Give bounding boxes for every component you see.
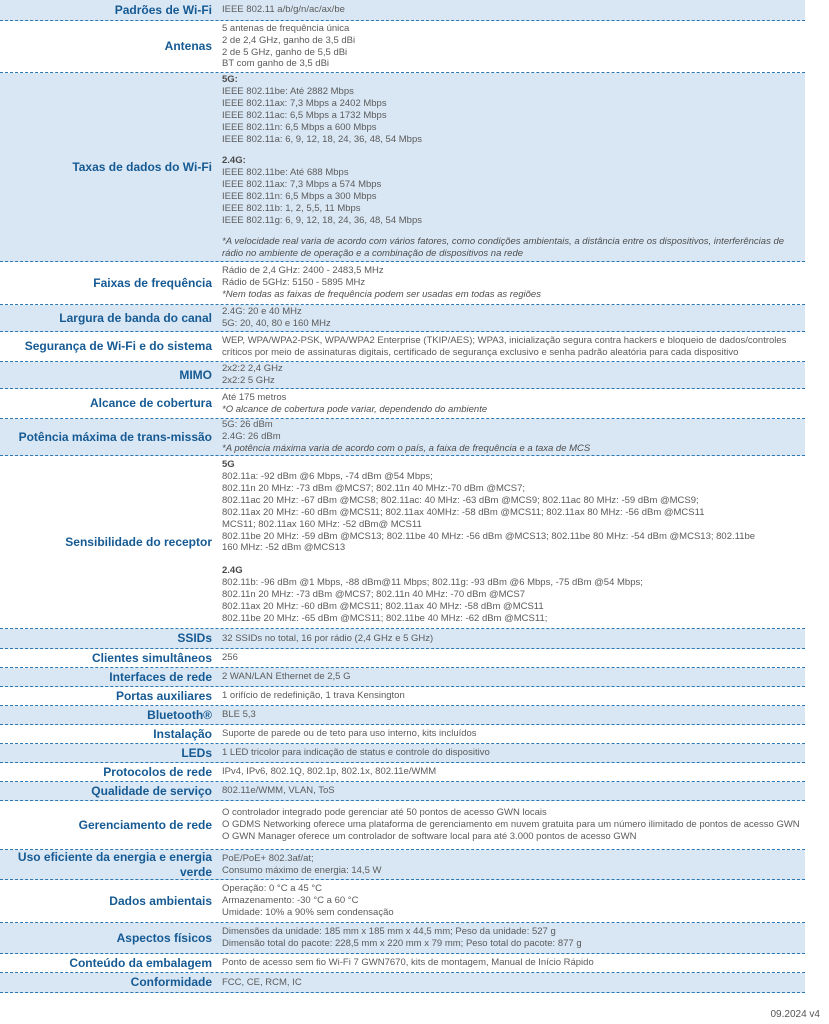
spec-value-line: 802.11n 20 MHz: -73 dBm @MCS7; 802.11n 40 MHz:-70 dBm @MCS7; xyxy=(222,482,526,494)
spec-value xyxy=(217,744,805,762)
spec-label: Bluetooth® xyxy=(147,707,212,722)
spec-value-line: 802.11be 20 MHz: -59 dBm @MCS13; 802.11be 40 MHz: -56 dBm @MCS13; 802.11be 80 MHz: -54 dBm @MCS13; 802.11be xyxy=(222,530,756,542)
spec-value-line: 802.11a: -92 dBm @6 Mbps, -74 dBm @54 Mbps; xyxy=(222,471,433,483)
spec-value-line: 5G: 20, 40, 80 e 160 MHz xyxy=(222,318,331,329)
spec-value-line: 2 de 2,4 GHz, ganho de 3,5 dBi xyxy=(222,34,356,46)
spec-value-line: Ponto de acesso sem fio Wi-Fi 7 GWN7670, kits de montagem, Manual de Início Rápido xyxy=(222,957,594,969)
spec-label: Instalação xyxy=(153,726,212,741)
spec-value-line: IEEE 802.11b: 1, 2, 5,5, 11 Mbps xyxy=(222,202,361,214)
spec-label: Faixas de frequência xyxy=(93,275,212,290)
spec-label: Gerenciamento de rede xyxy=(78,817,212,832)
spec-value-line: MCS11; 802.11ax 160 MHz: -52 dBm@ MCS11 xyxy=(222,518,422,530)
spec-value xyxy=(217,362,805,388)
spec-value-line: 2.4G: 20 e 40 MHz xyxy=(222,306,302,318)
spec-row xyxy=(0,21,805,73)
spec-value-line: IEEE 802.11 a/b/g/n/ac/ax/be xyxy=(222,4,345,16)
spec-value-line: 2x2:2 5 GHz xyxy=(222,375,275,386)
spec-row xyxy=(0,801,805,850)
spec-value-line: 5G xyxy=(222,459,235,471)
spec-row xyxy=(0,923,805,954)
spec-row xyxy=(0,305,805,332)
spec-row xyxy=(0,629,805,649)
spec-row xyxy=(0,0,805,21)
spec-value-line: 2x2:2 2,4 GHz xyxy=(222,363,283,375)
spec-label: Segurança de Wi-Fi e do sistema xyxy=(24,339,212,353)
spec-value-line: Suporte de parede ou de teto para uso interno, kits incluídos xyxy=(222,728,477,740)
spec-value xyxy=(217,954,805,972)
spec-label: Potência máxima de trans-missão xyxy=(18,429,212,444)
spec-label: MIMO xyxy=(179,367,212,382)
spec-value-line: *O alcance de cobertura pode variar, dependendo do ambiente xyxy=(222,403,488,415)
spec-value xyxy=(217,649,805,667)
spec-label: Conformidade xyxy=(130,975,212,989)
spec-label: Aspectos físicos xyxy=(116,930,212,945)
spec-label: Protocolos de rede xyxy=(103,764,212,779)
spec-row xyxy=(0,73,805,262)
spec-value-line: 256 xyxy=(222,652,238,664)
spec-label: Uso eficiente da energia e energia verde xyxy=(17,849,212,879)
spec-value-line: Operação: 0 °C a 45 °C xyxy=(222,883,323,895)
spec-value-line: Rádio de 5GHz: 5150 - 5895 MHz xyxy=(222,277,366,289)
spec-label: Portas auxiliares xyxy=(115,688,212,703)
spec-value-line: IEEE 802.11be: Até 2882 Mbps xyxy=(222,85,354,97)
spec-label: SSIDs xyxy=(177,631,212,645)
spec-label: Sensibilidade do receptor xyxy=(65,534,212,549)
spec-value xyxy=(217,389,805,418)
spec-value xyxy=(217,0,805,20)
spec-value-line: BLE 5,3 xyxy=(222,709,256,721)
spec-row xyxy=(0,782,805,801)
spec-value-line: IPv4, IPv6, 802.1Q, 802.1p, 802.1x, 802.11e/WMM xyxy=(222,766,437,778)
spec-value-line: IEEE 802.11ax: 7,3 Mbps a 2402 Mbps xyxy=(222,97,387,109)
spec-value-line: Consumo máximo de energia: 14,5 W xyxy=(222,864,382,876)
spec-value xyxy=(217,21,805,72)
spec-value-line: 32 SSIDs no total, 16 por rádio (2,4 GHz e 5 GHz) xyxy=(222,632,434,644)
spec-value xyxy=(217,763,805,781)
spec-value-line: 2 de 5 GHz, ganho de 5,5 dBi xyxy=(222,46,348,58)
spec-label: Interfaces de rede xyxy=(109,669,212,684)
spec-value-line: FCC, CE, RCM, IC xyxy=(222,976,302,988)
spec-row xyxy=(0,687,805,706)
spec-value-line: 2 WAN/LAN Ethernet de 2,5 G xyxy=(222,671,351,683)
spec-value-line: IEEE 802.11n: 6,5 Mbps a 600 Mbps xyxy=(222,121,377,133)
spec-row xyxy=(0,262,805,305)
spec-value xyxy=(217,850,805,879)
spec-value-line: 802.11n 20 MHz: -73 dBm @MCS7; 802.11n 40 MHz: -70 dBm @MCS7 xyxy=(222,589,526,601)
spec-value-line: 2.4G: 26 dBm xyxy=(222,431,281,443)
spec-value-line: Até 175 metros xyxy=(222,391,287,403)
spec-row xyxy=(0,389,805,419)
spec-value-line: Armazenamento: -30 °C a 60 °C xyxy=(222,895,359,907)
spec-value-line: IEEE 802.11ac: 6,5 Mbps a 1732 Mbps xyxy=(222,109,387,121)
spec-value xyxy=(217,419,805,455)
spec-label: Clientes simultâneos xyxy=(91,650,212,665)
spec-value-line: BT com ganho de 3,5 dBi xyxy=(222,58,330,70)
spec-value-line: O GDMS Networking oferece uma plataforma de gerenciamento em nuvem gratuita para um número ilimitado de pontos de acesso GWN xyxy=(222,819,800,831)
spec-value-line: 160 MHz: -52 dBm @MCS13 xyxy=(222,542,346,554)
spec-value xyxy=(217,706,805,724)
spec-value-line: IEEE 802.11ax: 7,3 Mbps a 574 Mbps xyxy=(222,178,382,190)
spec-value xyxy=(217,629,805,648)
spec-row xyxy=(0,362,805,389)
spec-value xyxy=(217,305,805,331)
spec-value-line: PoE/PoE+ 802.3af/at; xyxy=(222,852,314,864)
spec-value xyxy=(217,973,805,992)
spec-value-line: IEEE 802.11g: 6, 9, 12, 18, 24, 36, 48, 54 Mbps xyxy=(222,214,422,226)
spec-label: Conteúdo da embalagem xyxy=(69,955,212,970)
spec-row xyxy=(0,419,805,456)
spec-value-line: Rádio de 2,4 GHz: 2400 - 2483,5 MHz xyxy=(222,265,384,277)
spec-value-line: 802.11ax 20 MHz: -60 dBm @MCS11; 802.11ax 40MHz: -58 dBm @MCS11; 802.11ax 80 MHz: -56 dBm @MCS11 xyxy=(222,506,705,518)
spec-value-line: O GWN Manager oferece um controlador de software local para até 3.000 pontos de acesso GWN xyxy=(222,830,637,842)
spec-value-line: 2.4G: xyxy=(222,155,246,167)
spec-value xyxy=(217,782,805,800)
spec-value-line xyxy=(222,554,805,565)
spec-label: LEDs xyxy=(181,745,212,760)
spec-value-line: IEEE 802.11a: 6, 9, 12, 18, 24, 36, 48, 54 Mbps xyxy=(222,133,422,145)
spec-value-line: 2.4G xyxy=(222,565,243,577)
spec-row xyxy=(0,649,805,668)
spec-value xyxy=(217,725,805,743)
spec-row xyxy=(0,954,805,973)
spec-row xyxy=(0,763,805,782)
spec-value xyxy=(217,332,805,361)
spec-value-line xyxy=(222,145,805,155)
spec-row xyxy=(0,973,805,993)
spec-label: Taxas de dados do Wi-Fi xyxy=(72,159,212,174)
spec-label: Qualidade de serviço xyxy=(91,783,212,798)
spec-value xyxy=(217,668,805,686)
spec-value-line: *A potência máxima varia de acordo com o país, a faixa de frequência e a taxa de MCS xyxy=(222,442,591,454)
spec-label: Alcance de cobertura xyxy=(89,396,212,410)
spec-value xyxy=(217,880,805,922)
spec-value xyxy=(217,687,805,705)
spec-row xyxy=(0,725,805,744)
spec-label: Padrões de Wi-Fi xyxy=(114,2,212,17)
spec-value-line: 802.11b: -96 dBm @1 Mbps, -88 dBm@11 Mbps; 802.11g: -93 dBm @6 Mbps, -75 dBm @54 Mbps; xyxy=(222,577,643,589)
spec-value-line: WEP, WPA/WPA2-PSK, WPA/WPA2 Enterprise (TKIP/AES); WPA3, inicialização segura contra hackers e bloqueio de dados/controles críticos por meio de assinaturas digitais, certificado de segurança exclusivo e senha padrão aleatória para cada dispositivo xyxy=(222,334,787,358)
spec-row xyxy=(0,456,805,629)
version-label: 09.2024 v4 xyxy=(770,1009,820,1020)
spec-value-line: *Nem todas as faixas de frequência podem ser usadas em todas as regiões xyxy=(222,288,541,300)
spec-value xyxy=(217,923,805,953)
spec-value xyxy=(217,262,805,304)
spec-value-line: IEEE 802.11n: 6,5 Mbps a 300 Mbps xyxy=(222,190,377,202)
spec-value-line: 802.11e/WMM, VLAN, ToS xyxy=(222,785,335,797)
spec-row xyxy=(0,880,805,923)
spec-row xyxy=(0,850,805,880)
spec-value-line: 802.11ax 20 MHz: -60 dBm @MCS11; 802.11ax 40 MHz: -58 dBm @MCS11 xyxy=(222,601,544,613)
spec-label: Antenas xyxy=(164,39,212,53)
spec-value-line: IEEE 802.11be: Até 688 Mbps xyxy=(222,167,349,178)
spec-value-line: 5G: xyxy=(222,74,238,85)
spec-row xyxy=(0,706,805,725)
spec-label: Dados ambientais xyxy=(109,893,212,908)
spec-row xyxy=(0,668,805,687)
spec-row xyxy=(0,332,805,362)
spec-value xyxy=(217,801,805,849)
spec-label: Largura de banda do canal xyxy=(59,310,212,325)
spec-value-line: 1 orifício de redefinição, 1 trava Kensington xyxy=(222,690,405,702)
spec-value-line: 5G: 26 dBm xyxy=(222,419,273,431)
spec-value xyxy=(217,73,805,261)
spec-value-line: Umidade: 10% a 90% sem condensação xyxy=(222,906,394,918)
spec-value-line: 1 LED tricolor para indicação de status e controle do dispositivo xyxy=(222,747,490,759)
spec-value-line: 5 antenas de frequência única xyxy=(222,22,350,34)
spec-value-line xyxy=(222,227,805,237)
spec-value-line: 802.11ac 20 MHz: -67 dBm @MCS8; 802.11ac: 40 MHz: -63 dBm @MCS9; 802.11ac 80 MHz: -59 dBm @MCS9; xyxy=(222,494,699,506)
spec-value-line: *A velocidade real varia de acordo com vários fatores, como condições ambientais, a distância entre os dispositivos, interferências de rádio no ambiente de operação e a combinação de dispositivos na rede xyxy=(222,236,785,260)
spec-value-line: Dimensões da unidade: 185 mm x 185 mm x 44,5 mm; Peso da unidade: 527 g xyxy=(222,926,556,938)
spec-row xyxy=(0,744,805,763)
spec-value-line: O controlador integrado pode gerenciar até 50 pontos de acesso GWN locais xyxy=(222,807,547,819)
spec-value-line: 802.11be 20 MHz: -65 dBm @MCS11; 802.11be 40 MHz: -62 dBm @MCS11; xyxy=(222,612,548,624)
spec-value xyxy=(217,456,805,628)
spec-value-line: Dimensão total do pacote: 228,5 mm x 220 mm x 79 mm; Peso total do pacote: 877 g xyxy=(222,938,582,949)
